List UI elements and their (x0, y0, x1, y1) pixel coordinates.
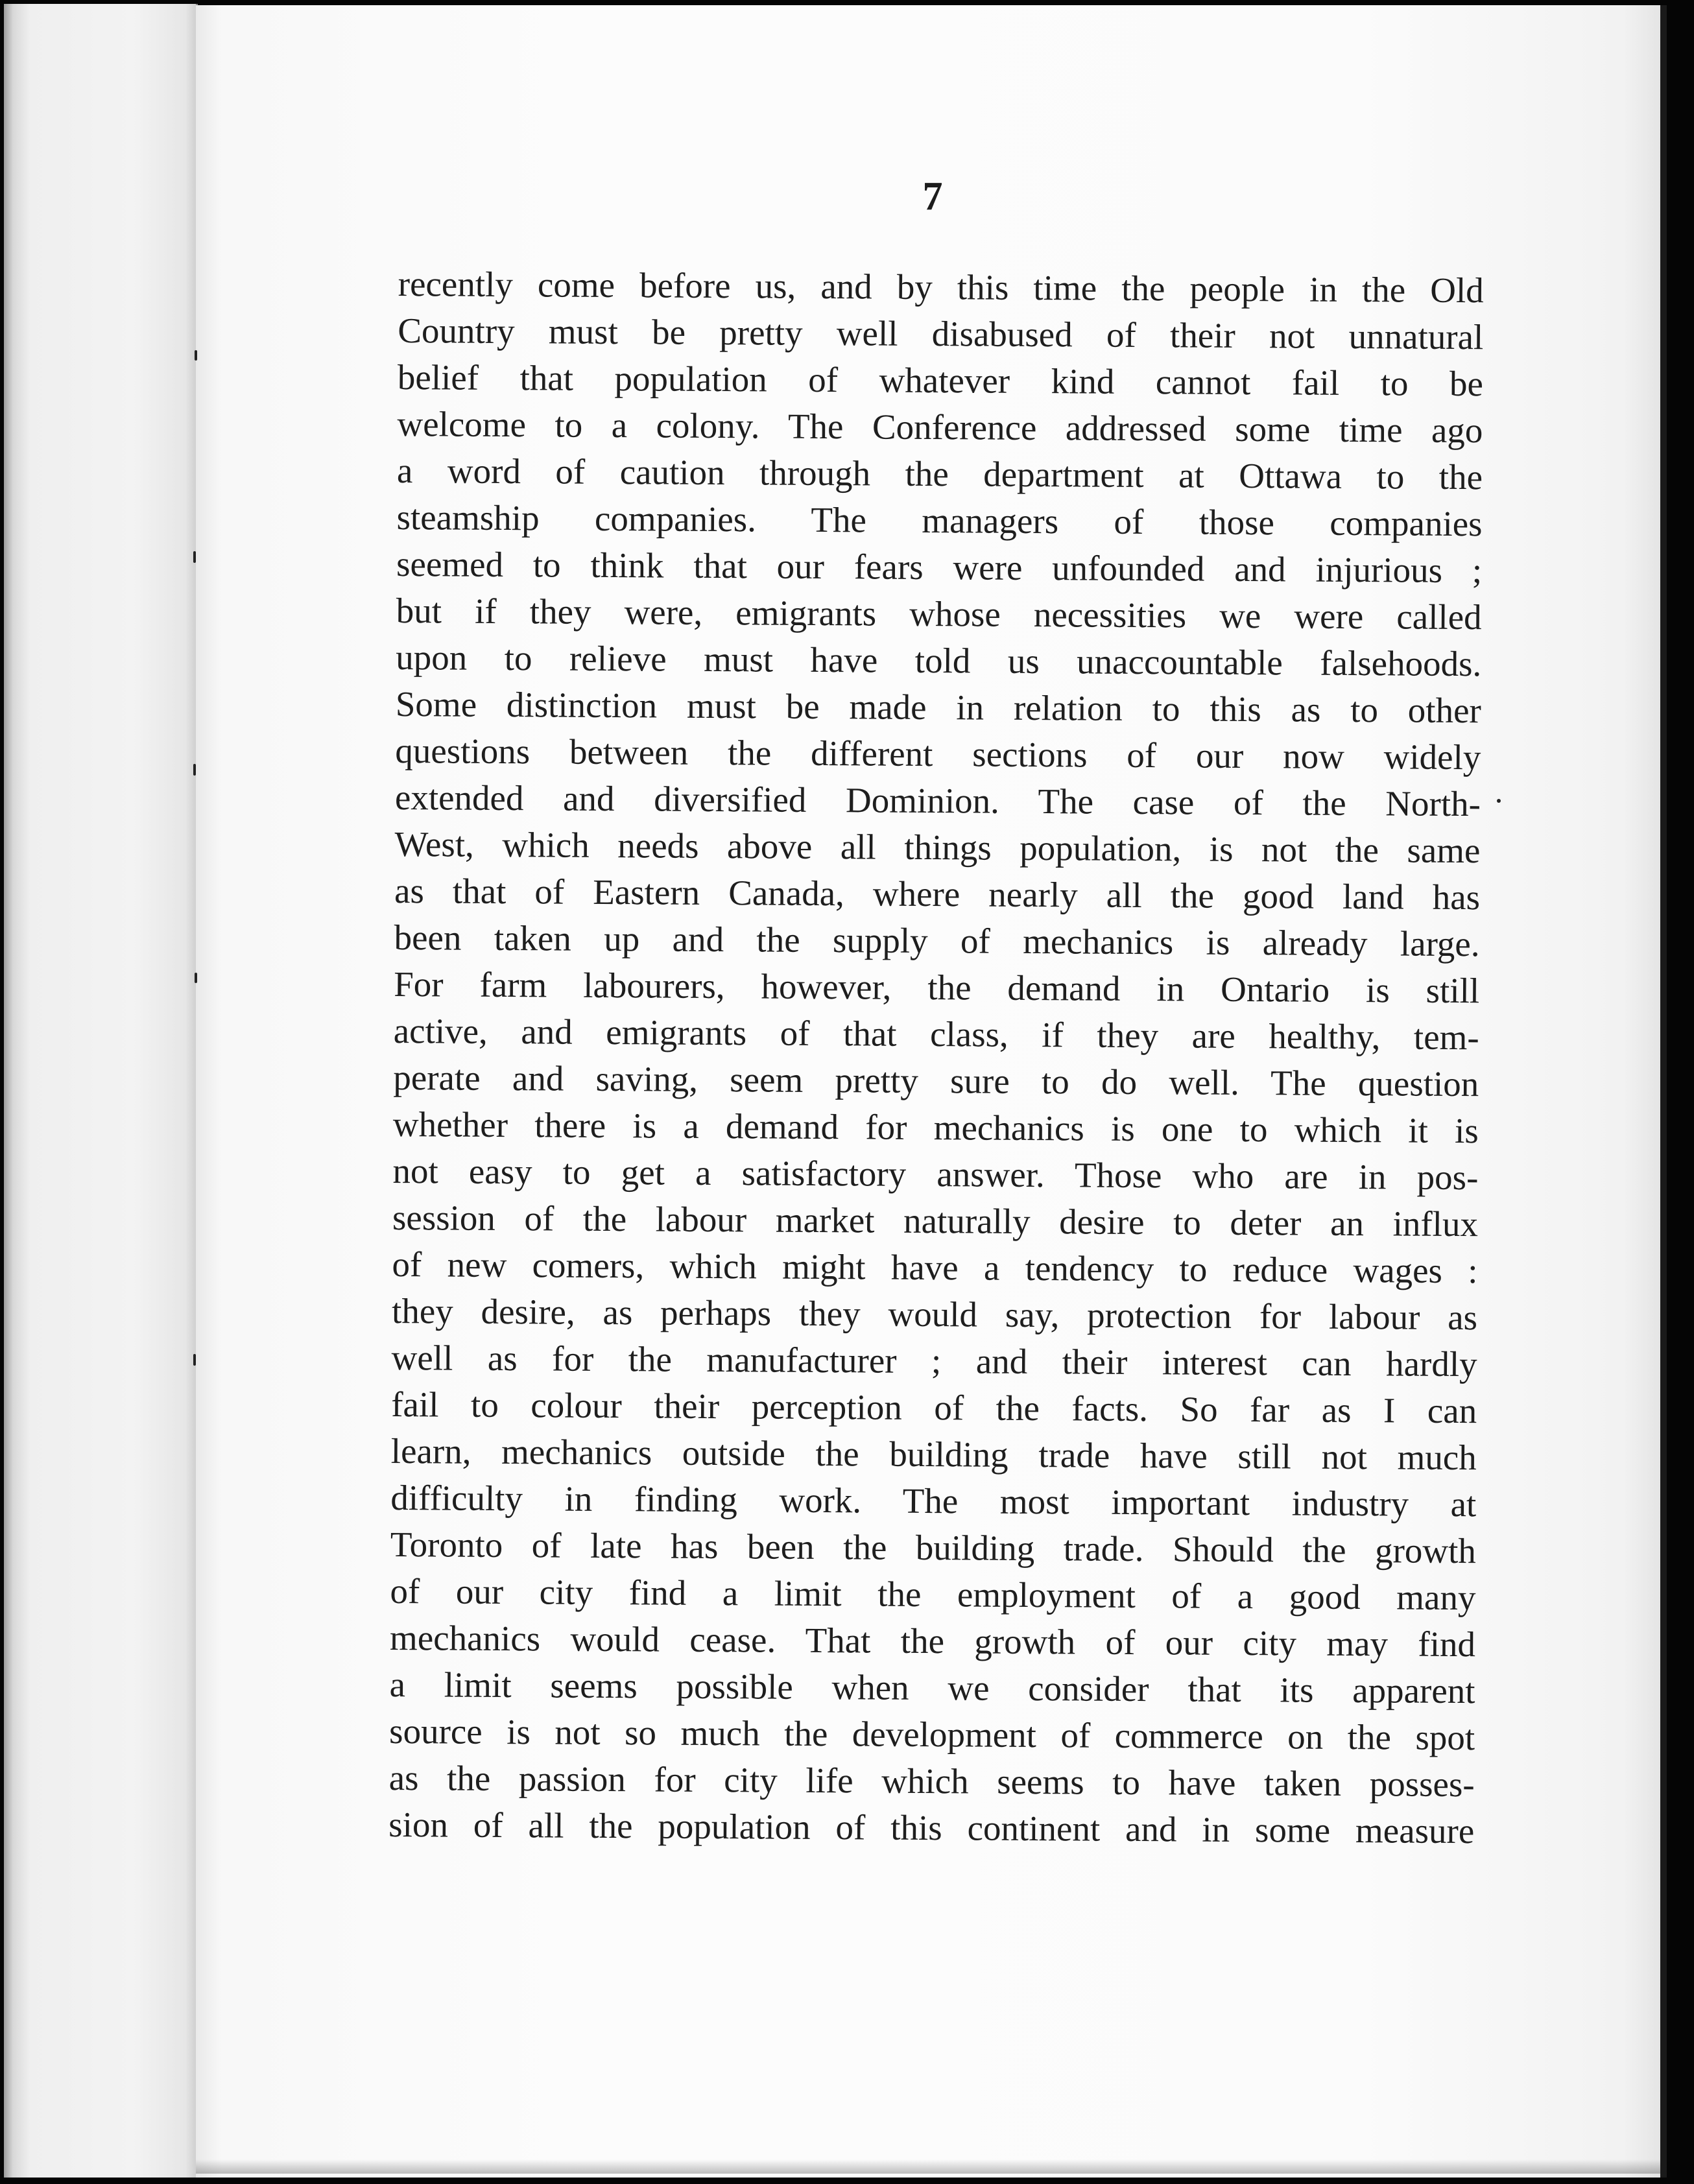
text-line: questions between the different sections of our now widely (395, 730, 1481, 777)
text-line: Some distinction must be made in relation to this as to other (395, 683, 1481, 731)
text-line: a word of caution through the department at Ottawa to the (396, 450, 1483, 497)
body-text (388, 261, 1484, 1855)
text-line: difficulty in finding work. The most important industry at (390, 1477, 1477, 1525)
text-line: upon to relieve must have told us unaccountable falsehoods. (396, 637, 1482, 684)
margin-mark (193, 551, 196, 563)
text-line: sion of all the population of this continent and in some measure (388, 1804, 1475, 1851)
text-line: steamship companies. The managers of those companies (396, 497, 1483, 544)
text-line: extended and diversified Dominion. The case of the North- (394, 777, 1481, 824)
text-line: not easy to get a satisfactory answer. Those who are in pos- (392, 1150, 1479, 1198)
text-line: of new comers, which might have a tendency to reduce wages : (392, 1244, 1478, 1291)
text-line: session of the labour market naturally desire to deter an influx (392, 1197, 1479, 1244)
text-line: West, which needs above all things population, is not the same (394, 824, 1481, 871)
text-line: Toronto of late has been the building trade. Should the growth (390, 1524, 1477, 1571)
left-page-edge (4, 4, 198, 2178)
text-line: For farm labourers, however, the demand in Ontario is still (393, 964, 1480, 1011)
text-line: of our city find a limit the employment of a good many (390, 1571, 1476, 1618)
margin-mark (195, 350, 197, 361)
text-line: belief that population of whatever kind cannot fail to be (397, 357, 1484, 404)
text-line: source is not so much the development of commerce on the spot (388, 1711, 1475, 1758)
text-line: well as for the manufacturer ; and their interest can hardly (391, 1337, 1477, 1384)
text-line: as the passion for city life which seems to have taken posses- (388, 1757, 1475, 1805)
text-line: as that of Eastern Canada, where nearly all the good land has (394, 870, 1481, 918)
margin-mark (1497, 799, 1501, 803)
text-line: welcome to a colony. The Conference addressed some time ago (397, 403, 1483, 451)
text-line: fail to colour their perception of the facts. So far as I can (391, 1384, 1477, 1431)
margin-mark (195, 973, 197, 983)
text-line: Country must be pretty well disabused of their not unnatural (398, 310, 1484, 357)
text-line: but if they were, emigrants whose necessities we were called (396, 590, 1482, 637)
text-line: whether there is a demand for mechanics is one to which it is (392, 1104, 1479, 1151)
text-line: active, and emigrants of that class, if they are healthy, tem- (393, 1010, 1479, 1058)
text-line: seemed to think that our fears were unfounded and injurious ; (396, 543, 1483, 591)
margin-mark (193, 764, 196, 776)
text-line: perate and saving, seem pretty sure to do well. The question (393, 1057, 1479, 1104)
text-line: they desire, as perhaps they would say, protection for labour as (391, 1290, 1478, 1338)
text-line: recently come before us, and by this time the people in the Old (398, 263, 1484, 311)
page-number: 7 (922, 174, 943, 219)
text-line: been taken up and the supply of mechanics is already large. (394, 917, 1480, 964)
text-line: learn, mechanics outside the building trade have still not much (390, 1430, 1477, 1478)
text-line: mechanics would cease. That the growth of our city may find (389, 1617, 1476, 1665)
page-bottom-shadow (196, 2159, 1660, 2174)
text-line: a limit seems possible when we consider that its apparent (389, 1664, 1475, 1711)
margin-mark (193, 1354, 196, 1366)
